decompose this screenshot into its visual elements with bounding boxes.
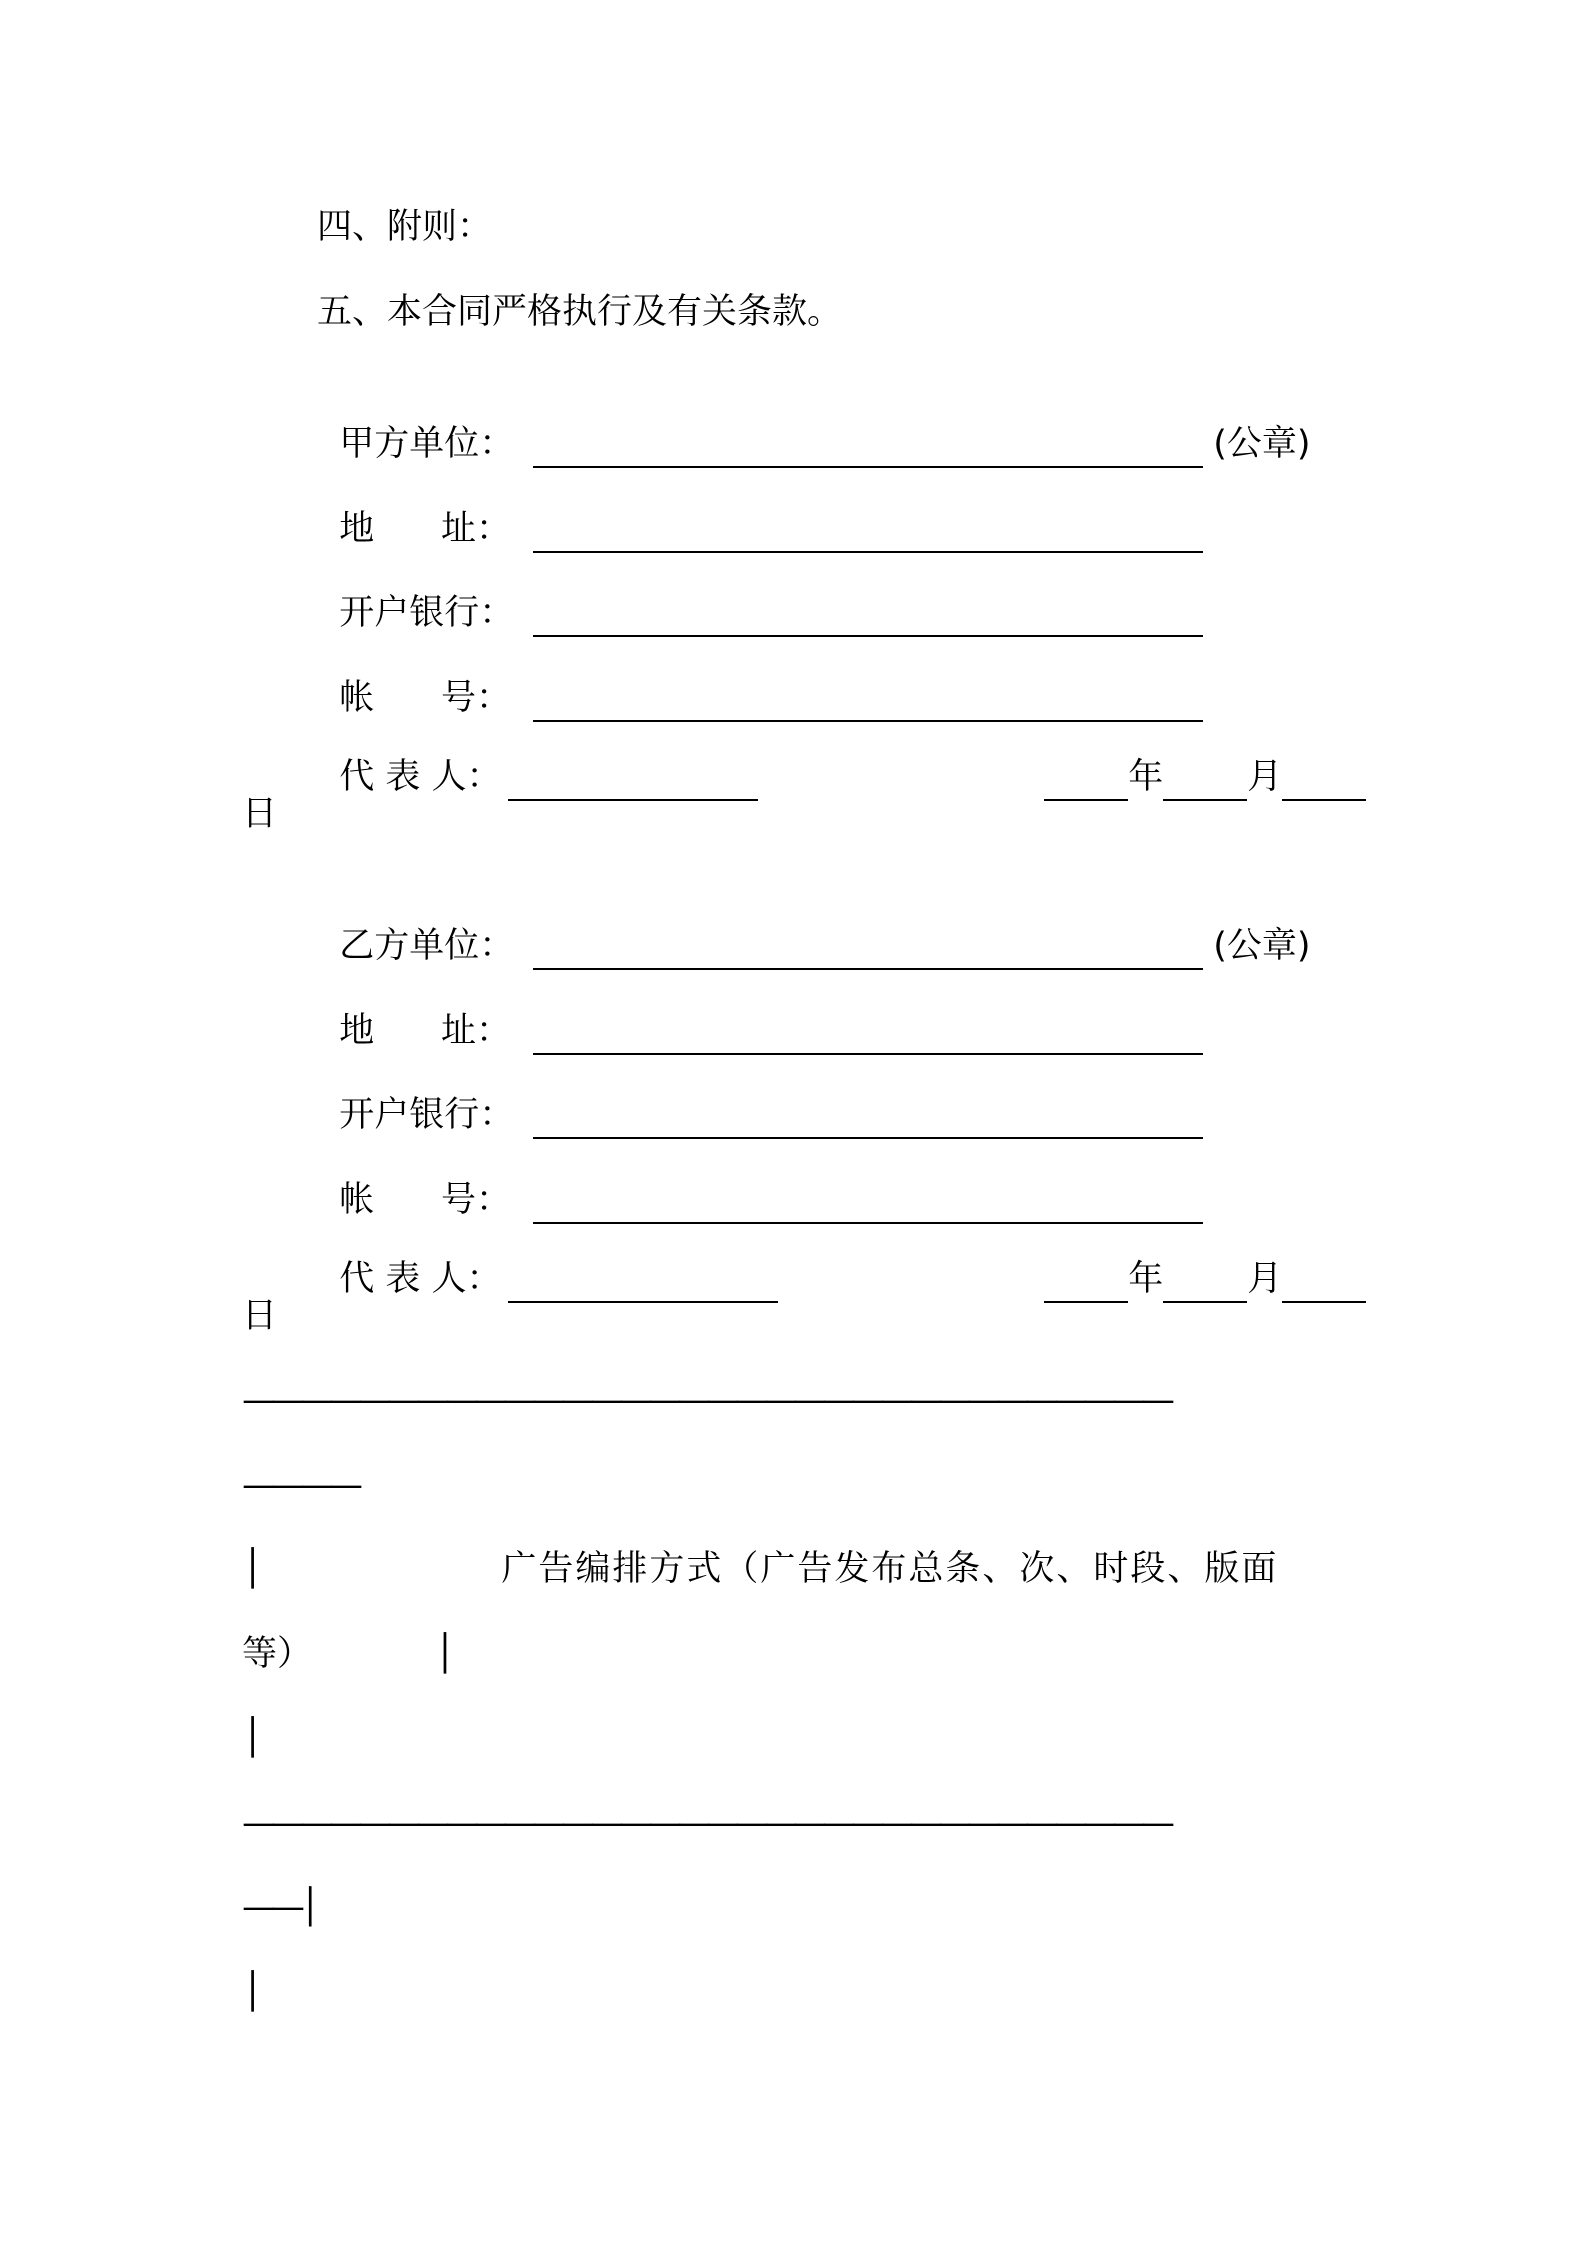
party-b-date [1022, 1207, 1366, 1303]
party-b-address-label: 地 址： [339, 1011, 512, 1051]
clause-5: 五、本合同严格执行及有关条款。 [317, 292, 843, 332]
party-b-account-label: 帐 号： [339, 1180, 512, 1220]
dash-line-2a: ———————————————————————————————— [242, 1803, 1170, 1843]
party-a-year-label: 年 [1128, 757, 1164, 797]
party-b-address-row [317, 959, 1203, 1055]
party-b-rep-blank[interactable] [508, 1273, 778, 1303]
party-b-day: 日 [242, 1296, 278, 1336]
party-a-address-label: 地 址： [339, 509, 512, 549]
party-a-rep-row [317, 705, 758, 801]
party-a-year-blank[interactable] [1044, 771, 1128, 801]
party-a-unit-row [317, 372, 1311, 468]
table-bar-2: │ [242, 1972, 264, 2012]
party-a-month-blank[interactable] [1163, 771, 1247, 801]
party-a-seal: (公章) [1213, 424, 1311, 464]
appendix-heading: 四、附则： [317, 207, 493, 247]
party-a-bank-label: 开户银行： [339, 593, 515, 633]
party-b-month-label: 月 [1247, 1259, 1283, 1299]
party-b-year-blank[interactable] [1044, 1273, 1128, 1303]
party-a-day: 日 [242, 794, 278, 834]
party-b-unit-row [317, 874, 1311, 970]
party-b-rep-label: 代 表 人： [339, 1259, 502, 1299]
party-b-day-blank[interactable] [1282, 1273, 1366, 1303]
party-a-day-blank[interactable] [1282, 771, 1366, 801]
party-a-date [1022, 705, 1366, 801]
table-bar-1: │ [242, 1718, 264, 1758]
party-a-address-row [317, 457, 1203, 553]
table-header-cont: 等） │ [242, 1634, 456, 1674]
party-a-rep-blank[interactable] [508, 771, 758, 801]
party-b-month-blank[interactable] [1163, 1273, 1247, 1303]
dash-line-2b: ——│ [242, 1887, 316, 1927]
party-b-bank-row [317, 1043, 1203, 1139]
table-header: │ 广告编排方式（广告发布总条、次、时段、版面 [242, 1549, 1279, 1589]
party-a-unit-label: 甲方单位： [339, 424, 515, 464]
party-a-month-label: 月 [1247, 757, 1283, 797]
party-b-rep-row [317, 1207, 778, 1303]
party-a-account-label: 帐 号： [339, 678, 512, 718]
party-b-bank-label: 开户银行： [339, 1095, 515, 1135]
dash-line-1a: ———————————————————————————————— [242, 1380, 1170, 1420]
party-a-bank-row [317, 541, 1203, 637]
party-b-unit-label: 乙方单位： [339, 926, 515, 966]
party-b-year-label: 年 [1128, 1259, 1164, 1299]
party-a-rep-label: 代 表 人： [339, 757, 502, 797]
dash-line-1b: ———— [242, 1465, 358, 1505]
party-b-seal: (公章) [1213, 926, 1311, 966]
